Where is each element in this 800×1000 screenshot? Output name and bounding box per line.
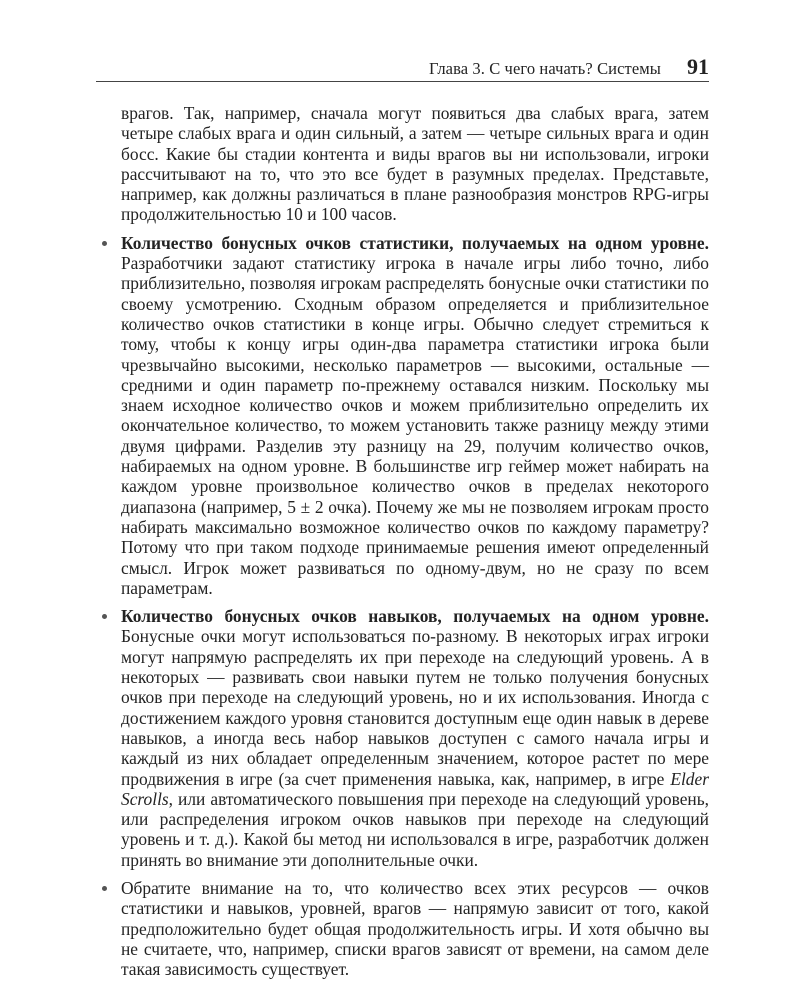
bullet-item-skill-points: [96, 606, 709, 870]
bullet-paragraph: Обратите внимание на то, что количество всех этих ресурсов — очков статистики и навыков, уровней, врагов — напрямую зависит от того, какой предположительно будет общая продолжительность игры. И хотя обычно вы не считаете, что, например, списки врагов зависят от времени, на самом деле такая зависимость существует.: [121, 877, 709, 980]
bullet-lead: Количество бонусных очков навыков, получаемых на одном уровне.: [121, 606, 709, 627]
running-header: [96, 54, 709, 80]
bullet-item-resources-note: [96, 878, 709, 979]
game-title-italic: Elder Scrolls: [121, 768, 709, 809]
bullet-text: Бонусные очки могут использоваться по-разному. В некоторых играх игроки могут напрямую распределять их при переходе на следующий уровень. А в некоторых — развивать свои навыки путем не только получения бонусных очков при переходе на следующий уровень, но и их использования. Иногда с достижением каждого уровня становится доступным еще один навык в дереве навыков, а иногда весь набор навыков доступен с самого начала игры и каждый из них обладает определенным значением, которое растет по мере продвижения в игре (за счет применения навыка, как, например, в игре: [121, 626, 709, 789]
bullet-icon: [102, 886, 107, 891]
continuation-paragraph: врагов. Так, например, сначала могут появиться два слабых врага, затем четыре слабых врага и один сильный, а затем — четыре сильных врага и один босс. Какие бы стадии контента и виды врагов вы ни использовали, игроки рассчитывают на то, что это все будет в разумных пределах. Представьте, например, как должны различаться в плане разнообразия монстров RPG-игры продолжительностью 10 и 100 часов.: [121, 103, 709, 225]
body-text: [96, 103, 709, 979]
bullet-icon: [102, 241, 107, 246]
bullet-text: Разработчики задают статистику игрока в начале игры либо точно, либо приблизительно, позволяя игрокам распределять бонусные очки статистики по своему усмотрению. Сходным образом определяется и приблизительное количество очков статистики в конце игры. Обычно следует стремиться к тому, чтобы к концу игры один-два параметра статистики игрока были чрезвычайно высокими, несколько параметров — высокими, остальные — средними и один параметр по-прежнему оставался низким. Поскольку мы знаем исходное количество очков и можем приблизительно определить их окончательное количество, то можем установить также разницу между этими двумя цифрами. Разделив эту разницу на 29, получим количество очков, набираемых на одном уровне. В большинстве игр геймер может набирать на каждом уровне произвольное количество очков в пределах некоторого диапазона (например, 5 ± 2 очка). Почему же мы не позволяем игрокам просто набирать максимально возможное количество очков по каждому параметру? Потому что при таком подходе принимаемые решения имеют определенный смысл. Игрок может развиваться по одному-двум, но не сразу по всем параметрам.: [121, 253, 709, 598]
header-rule: [96, 81, 709, 82]
bullet-icon: [102, 614, 107, 619]
page-number: 91: [687, 54, 709, 79]
bullet-paragraph: [121, 233, 709, 598]
bullet-item-stat-points: [96, 233, 709, 598]
bullet-text-continued: , или автоматического повышения при переходе на следующий уровень, или распределения игроком очков навыков при переходе на следующий уровень и т. д.). Какой бы метод ни использовался в игре, разработчик должен принять во внимание эти дополнительные очки.: [121, 788, 709, 870]
chapter-title: Глава 3. С чего начать? Системы: [428, 59, 661, 78]
bullet-lead: Количество бонусных очков статистики, получаемых на одном уровне.: [121, 232, 709, 253]
bullet-paragraph: [121, 606, 709, 870]
